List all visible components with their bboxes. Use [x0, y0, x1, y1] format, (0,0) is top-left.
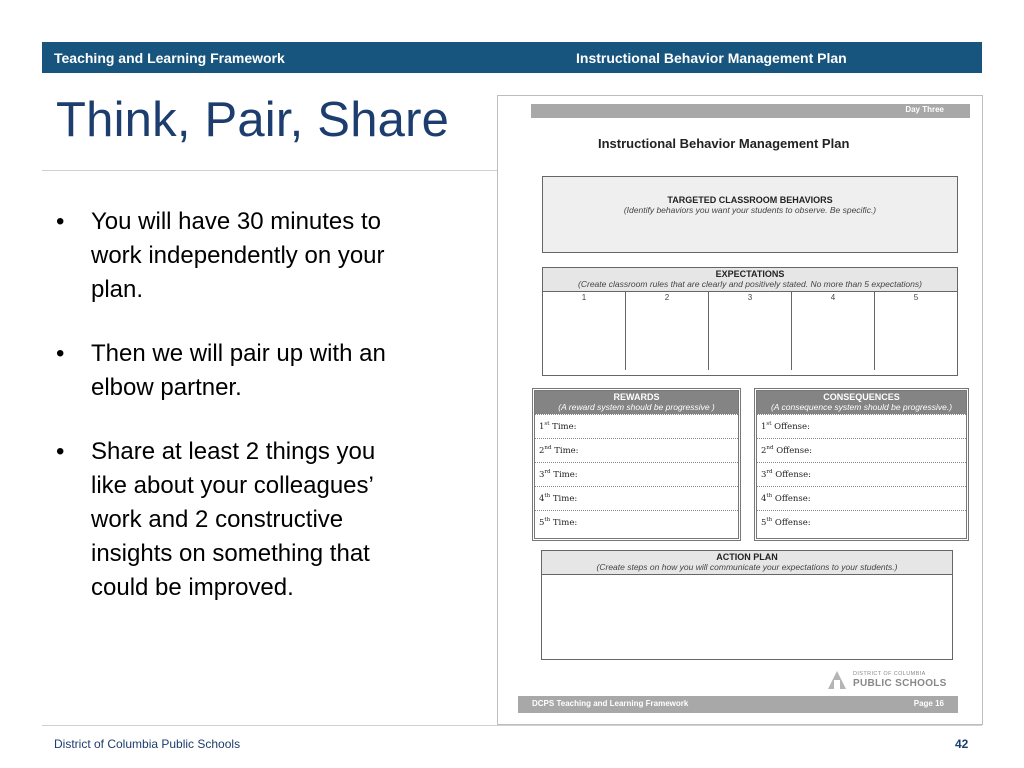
header-left-title: Teaching and Learning Framework	[54, 50, 285, 66]
action-plan-heading: ACTION PLAN	[716, 552, 778, 562]
header-bar	[42, 42, 982, 73]
doc-footer-bar	[518, 696, 958, 713]
doc-title: Instructional Behavior Management Plan	[598, 136, 850, 151]
bullet-item: • You will have 30 minutes to work independently on your plan.	[56, 205, 416, 307]
reward-row: 5th Time:	[535, 510, 738, 534]
title-divider	[42, 170, 497, 171]
bullet-item: • Then we will pair up with an elbow partner.	[56, 337, 416, 405]
expectation-column: 2	[626, 292, 709, 370]
targeted-behaviors-box	[542, 176, 958, 253]
rewards-box	[532, 388, 741, 541]
rewards-subtext: (A reward system should be progressive )	[558, 402, 715, 412]
logo-line2: PUBLIC SCHOOLS	[853, 678, 947, 689]
expectation-column: 5	[913, 293, 919, 302]
consequences-box	[754, 388, 969, 541]
reward-row: 2nd Time:	[535, 438, 738, 462]
expectation-column: 4	[792, 292, 875, 370]
consequence-row: 1st Offense:	[757, 414, 966, 438]
slide-page-number: 42	[955, 737, 969, 751]
bullet-list	[56, 205, 416, 635]
reward-row: 4th Time:	[535, 486, 738, 510]
dcps-logo-icon	[826, 668, 848, 690]
consequence-row: 2nd Offense:	[757, 438, 966, 462]
bullet-item: • Share at least 2 things you like about your colleagues’ work and 2 constructive insights on something that could be improved.	[56, 435, 416, 605]
doc-day-label: Day Three	[905, 105, 944, 114]
expectations-heading: EXPECTATIONS	[715, 269, 785, 279]
consequence-row: 5th Offense:	[757, 510, 966, 534]
action-plan-subtext: (Create steps on how you will communicate your expectations to your students.)	[596, 562, 898, 572]
rewards-heading: REWARDS	[613, 392, 660, 402]
consequences-subtext: (A consequence system should be progressive.)	[770, 402, 953, 412]
consequence-row: 4th Offense:	[757, 486, 966, 510]
dcps-logo	[826, 668, 956, 692]
footer-organization: District of Columbia Public Schools	[54, 737, 241, 751]
targeted-heading: TARGETED CLASSROOM BEHAVIORS	[667, 195, 833, 205]
expectation-column: 3	[709, 292, 792, 370]
reward-row: 3rd Time:	[535, 462, 738, 486]
consequence-row: 3rd Offense:	[757, 462, 966, 486]
doc-footer-left: DCPS Teaching and Learning Framework	[532, 699, 689, 708]
expectations-box	[542, 267, 958, 376]
expectations-subtext: (Create classroom rules that are clearly and positively stated. No more than 5 expectations)	[578, 279, 922, 289]
header-right-title: Instructional Behavior Management Plan	[576, 50, 847, 66]
slide-title: Think, Pair, Share	[56, 93, 450, 147]
expectation-column: 1	[543, 292, 626, 370]
consequences-heading: CONSEQUENCES	[823, 392, 900, 402]
logo-line1: DISTRICT OF COLUMBIA	[853, 671, 926, 677]
plan-document-image	[497, 95, 983, 725]
targeted-subtext: (Identify behaviors you want your students to observe. Be specific.)	[623, 205, 877, 215]
footer-divider	[42, 725, 982, 726]
doc-footer-page: Page 16	[913, 699, 944, 708]
reward-row: 1st Time:	[535, 414, 738, 438]
action-plan-box	[541, 550, 953, 660]
doc-top-bar	[531, 104, 970, 118]
